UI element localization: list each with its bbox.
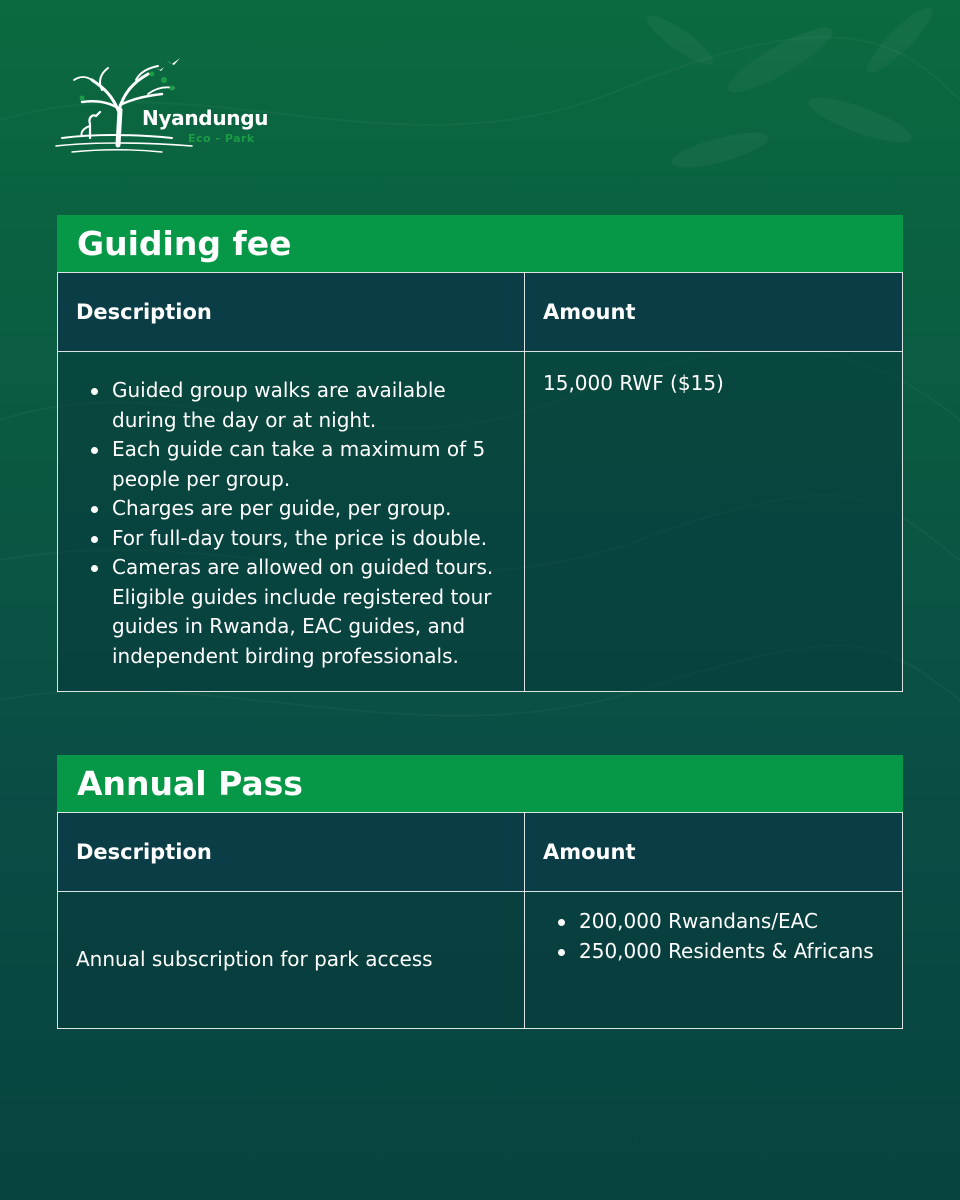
column-header-amount: Amount: [525, 813, 903, 892]
section-title: Guiding fee: [57, 215, 903, 272]
list-item: Guided group walks are available during the day or at night.: [76, 376, 506, 435]
annual-pass-table: [57, 812, 903, 1029]
list-item: Cameras are allowed on guided tours. Eligible guides include registered tour guides in Rwanda, EAC guides, and independent birding professionals.: [76, 553, 506, 671]
list-item: Each guide can take a maximum of 5 people per group.: [76, 435, 506, 494]
table-row: [58, 892, 903, 1029]
table-header-row: [58, 813, 903, 892]
section-title: Annual Pass: [57, 755, 903, 812]
list-item: 250,000 Residents & Africans: [543, 937, 884, 967]
brand-name: Nyandungu: [142, 106, 269, 130]
guiding-fee-section: [57, 215, 903, 692]
description-cell: Annual subscription for park access: [58, 892, 525, 1029]
description-cell: [58, 352, 525, 692]
guiding-fee-table: [57, 272, 903, 692]
amount-cell: [525, 892, 903, 1029]
column-header-description: Description: [58, 813, 525, 892]
brand-logo: [52, 50, 272, 160]
brand-tagline: Eco - Park: [188, 132, 255, 145]
amount-cell: 15,000 RWF ($15): [525, 352, 903, 692]
list-item: Charges are per guide, per group.: [76, 494, 506, 524]
list-item: 200,000 Rwandans/EAC: [543, 907, 884, 937]
amount-bullet-list: [543, 907, 884, 966]
description-bullet-list: [76, 374, 506, 671]
table-header-row: [58, 273, 903, 352]
column-header-description: Description: [58, 273, 525, 352]
column-header-amount: Amount: [525, 273, 903, 352]
list-item: For full-day tours, the price is double.: [76, 524, 506, 554]
annual-pass-section: [57, 755, 903, 1029]
table-row: [58, 352, 903, 692]
